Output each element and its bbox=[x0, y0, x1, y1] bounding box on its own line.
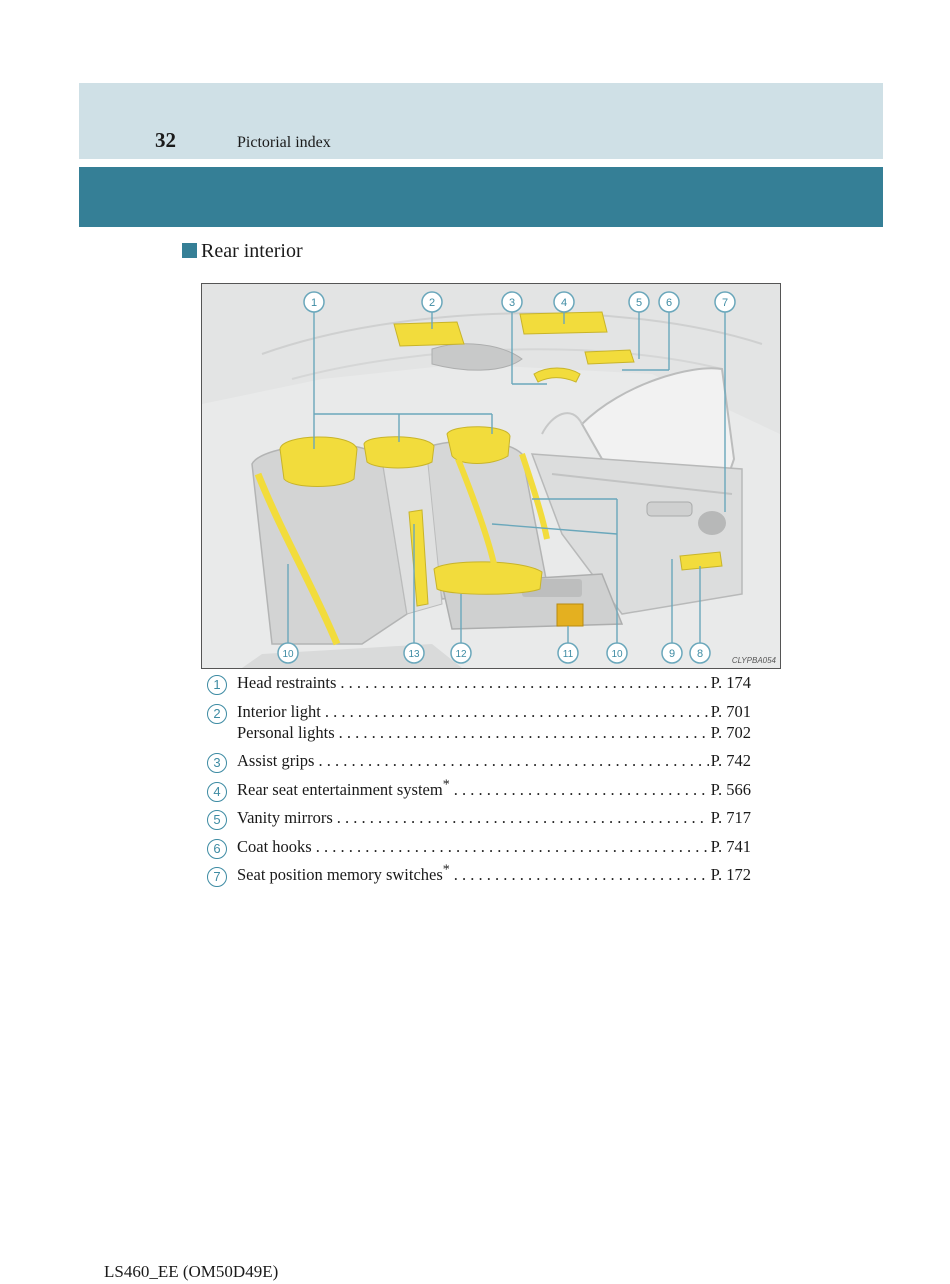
item-number-icon: 2 bbox=[207, 704, 227, 724]
leader-dots bbox=[454, 864, 709, 885]
callout-7: 7 bbox=[721, 297, 729, 309]
leader-dots bbox=[340, 672, 708, 693]
item-label: Head restraints bbox=[237, 673, 337, 692]
item-number-icon: 4 bbox=[207, 782, 227, 802]
legend-item bbox=[207, 779, 751, 800]
callout-4: 4 bbox=[560, 297, 568, 309]
legend-list bbox=[207, 672, 751, 885]
legend-item bbox=[207, 672, 751, 693]
item-label: Assist grips bbox=[237, 751, 315, 770]
item-number-icon: 3 bbox=[207, 753, 227, 773]
leader-dots bbox=[316, 836, 709, 857]
item-number-icon: 5 bbox=[207, 810, 227, 830]
callout-2: 2 bbox=[428, 297, 436, 309]
rear-interior-illustration bbox=[201, 283, 781, 669]
page-ref: P. 172 bbox=[710, 865, 751, 884]
callout-10: 10 bbox=[611, 649, 623, 660]
callout-6: 6 bbox=[665, 297, 673, 309]
page-ref: P. 702 bbox=[710, 722, 751, 742]
title-bar bbox=[79, 167, 883, 227]
page-ref: P. 741 bbox=[710, 836, 751, 856]
leader-dots bbox=[318, 750, 708, 771]
sub-heading-text: Rear interior bbox=[201, 240, 303, 262]
page-ref: P. 174 bbox=[710, 673, 751, 692]
item-number-icon: 1 bbox=[207, 675, 227, 695]
leader-dots bbox=[454, 779, 709, 800]
legend-item bbox=[207, 701, 751, 722]
page-ref: P. 566 bbox=[710, 779, 751, 799]
leader-dots bbox=[325, 701, 709, 722]
callout-12: 12 bbox=[455, 649, 467, 660]
item-label: Seat position memory switches* bbox=[237, 862, 450, 884]
callout-11: 11 bbox=[562, 649, 574, 660]
callout-9: 9 bbox=[668, 648, 676, 660]
sub-heading bbox=[182, 240, 303, 263]
page-ref: P. 742 bbox=[710, 751, 751, 770]
illustration-svg bbox=[202, 284, 780, 668]
section-title: Pictorial index bbox=[237, 134, 331, 151]
page-ref: P. 701 bbox=[710, 701, 751, 721]
legend-item bbox=[207, 750, 751, 771]
item-label: Personal lights bbox=[237, 722, 335, 742]
callout-10b: 10 bbox=[282, 649, 294, 660]
legend-item bbox=[207, 807, 751, 828]
header-band bbox=[79, 83, 883, 159]
item-number-icon: 7 bbox=[207, 867, 227, 887]
legend-item bbox=[207, 836, 751, 857]
callout-1: 1 bbox=[310, 297, 318, 309]
legend-item-continued bbox=[207, 722, 751, 743]
item-number-icon: 6 bbox=[207, 839, 227, 859]
callout-13: 13 bbox=[408, 649, 420, 660]
callout-8: 8 bbox=[696, 648, 704, 660]
callout-3: 3 bbox=[508, 297, 516, 309]
leader-dots bbox=[337, 807, 709, 828]
callout-5: 5 bbox=[635, 297, 643, 309]
footer-model-code: LS460_EE (OM50D49E) bbox=[104, 1262, 279, 1281]
legend-item bbox=[207, 864, 751, 885]
page-number: 32 bbox=[155, 128, 176, 152]
item-label: Coat hooks bbox=[237, 836, 312, 856]
figure-code: CLYPBA054 bbox=[731, 656, 776, 665]
square-bullet-icon bbox=[182, 243, 197, 258]
item-label: Vanity mirrors bbox=[237, 808, 333, 827]
page-ref: P. 717 bbox=[710, 808, 751, 827]
item-label: Rear seat entertainment system* bbox=[237, 777, 450, 799]
leader-dots bbox=[339, 722, 709, 743]
item-label: Interior light bbox=[237, 701, 321, 721]
